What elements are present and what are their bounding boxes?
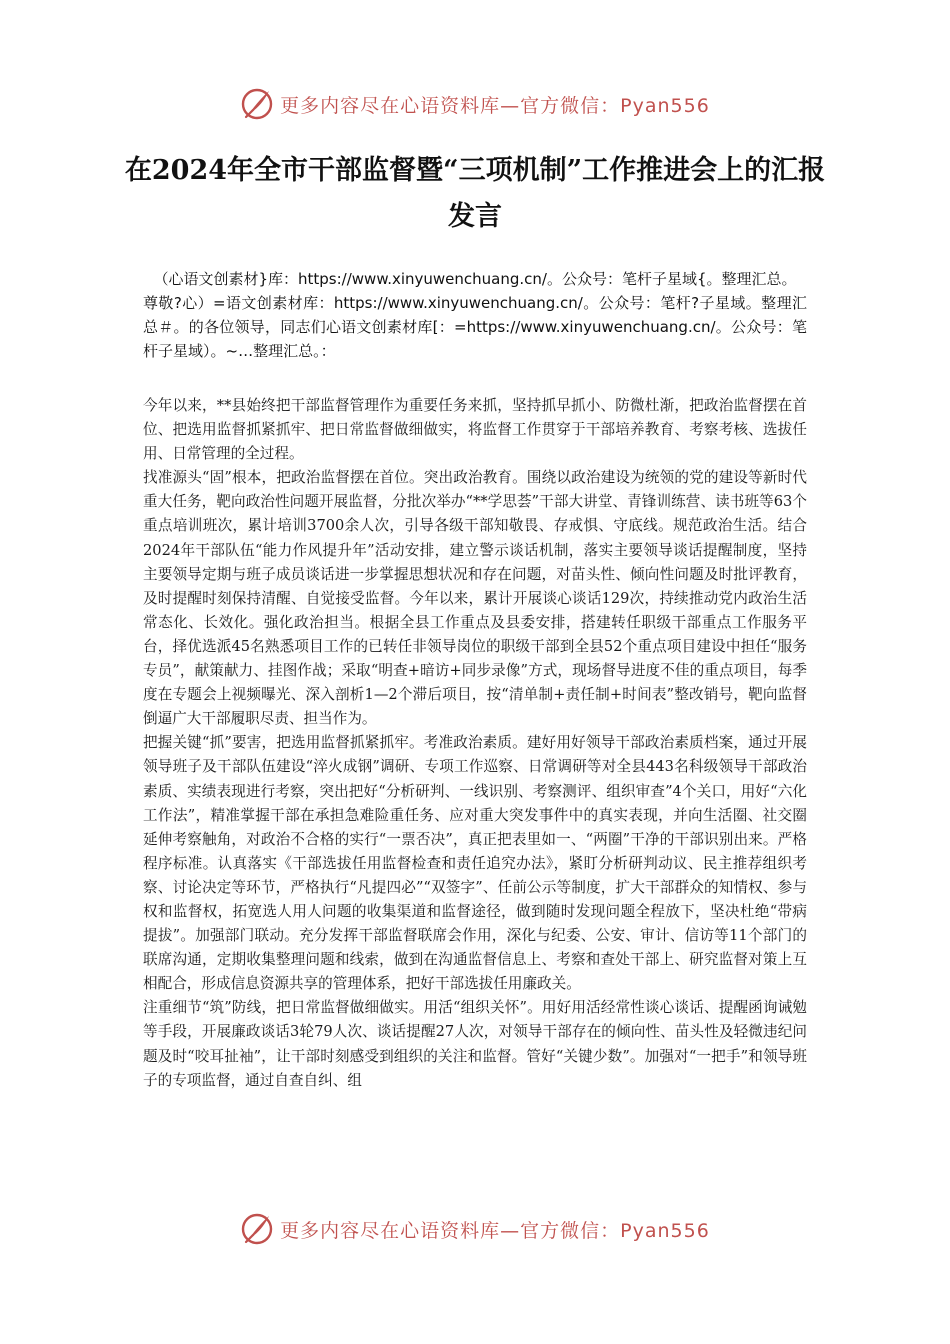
- paragraph-selection-supervision: 把握关键“抓”要害，把选用监督抓紧抓牢。考准政治素质。建好用好领导干部政治素质档案，通过开展领导班子及干部队伍建设“淬火成钢”调研、专项工作巡察、日常调研等对全县443名科级领导干部政治素质、实绩表现进行考察，突出把好“分析研判、一线识别、考察测评、组织审查”4个关口，用好“六化工作法”，精准掌握干部在承担急难险重任务、应对重大突发事件中的真实表现，并向生活圈、社交圈延伸考察触角，对政治不合格的实行“一票否决”，真正把表里如一、“两圈”干净的干部识别出来。严格程序标准。认真落实《干部选拔任用监督检查和责任追究办法》，紧盯分析研判动议、民主推荐组织考察、讨论决定等环节，严格执行“凡提四必”“双签字”、任前公示等制度，扩大干部群众的知情权、参与权和监督权，拓宽选人用人问题的收集渠道和监督途径，做到随时发现问题全程放下，坚决杜绝“带病提拔”。加强部门联动。充分发挥干部监督联席会作用，深化与纪委、公安、审计、信访等11个部门的联席沟通，定期收集整理问题和线索，做到在沟通监督信息上、考察和查处干部上、研究监督对策上互相配合，形成信息资源共享的管理体系，把好干部选拔任用廉政关。: [143, 734, 807, 993]
- footer-banner: [0, 1209, 950, 1249]
- paragraph-daily-supervision: 注重细节“筑”防线，把日常监督做细做实。用活“组织关怀”。用好用活经常性谈心谈话、提醒函询诫勉等手段，开展廉政谈话3轮79人次、谈话提醒27人次，对领导干部存在的倾向性、苗头性及轻微违纪问题及时“咬耳扯袖”，让干部时刻感受到组织的关注和监督。管好“关键少数”。加强对“一把手”和领导班子的专项监督，通过自查自纠、组: [143, 999, 807, 1089]
- header-banner: [0, 84, 950, 124]
- quill-pen-logo-icon: [240, 87, 274, 121]
- source-notice: [143, 267, 807, 363]
- banner-text: 更多内容尽在心语资料库—官方微信：Pyan556: [280, 1219, 710, 1242]
- document-title: 在2024年全市干部监督暨“三项机制”工作推进会上的汇报发言: [124, 155, 826, 232]
- banner-text: 更多内容尽在心语资料库—官方微信：Pyan556: [280, 94, 710, 117]
- source-line-1: （心语文创素材}库：https://www.xinyuwenchuang.cn/。公众号：笔杆子星域{。整理汇总。: [153, 270, 797, 288]
- document-body: [143, 394, 807, 1093]
- paragraph-political-supervision: 找准源头“固”根本，把政治监督摆在首位。突出政治教育。围绕以政治建设为统领的党的建设等新时代重大任务，靶向政治性问题开展监督，分批次举办“**学思荟”干部大讲堂、青锋训练营、读书班等63个重点培训班次，累计培训3700余人次，引导各级干部知敬畏、存戒惧、守底线。规范政治生活。结合2024年干部队伍“能力作风提升年”活动安排，建立警示谈话机制，落实主要领导谈话提醒制度，坚持主要领导定期与班子成员谈话进一步掌握思想状况和存在问题，对苗头性、倾向性问题及时批评教育，及时提醒时刻保持清醒、自觉接受监督。今年以来，累计开展谈心谈话129次，持续推动党内政治生活常态化、长效化。强化政治担当。根据全县工作重点及县委安排，搭建转任职级干部重点工作服务平台，择优选派45名熟悉项目工作的已转任非领导岗位的职级干部到全县52个重点项目建设中担任“服务专员”，献策献力、挂图作战；采取“明查+暗访+同步录像”方式，现场督导进度不佳的重点项目，每季度在专题会上视频曝光、深入剖析1—2个滞后项目，按“清单制+责任制+时间表”整改销号，靶向监督倒逼广大干部履职尽责、担当作为。: [143, 469, 807, 728]
- source-line-2: 尊敬?心）=语文创素材库：https://www.xinyuwenchuang.cn/。公众号：笔杆?子星域。整理汇总＃。的各位领导，同志们心语文创素材库[：=https://www.xinyuwenchuang.cn/。公众号：笔杆子星域）。~…整理汇总。：: [143, 294, 807, 360]
- paragraph-intro: 今年以来，**县始终把干部监督管理作为重要任务来抓，坚持抓早抓小、防微杜渐，把政治监督摆在首位、把选用监督抓紧抓牢、把日常监督做细做实，将监督工作贯穿于干部培养教育、考察考核、选拔任用、日常管理的全过程。: [143, 397, 807, 463]
- quill-pen-logo-icon: [240, 1212, 274, 1246]
